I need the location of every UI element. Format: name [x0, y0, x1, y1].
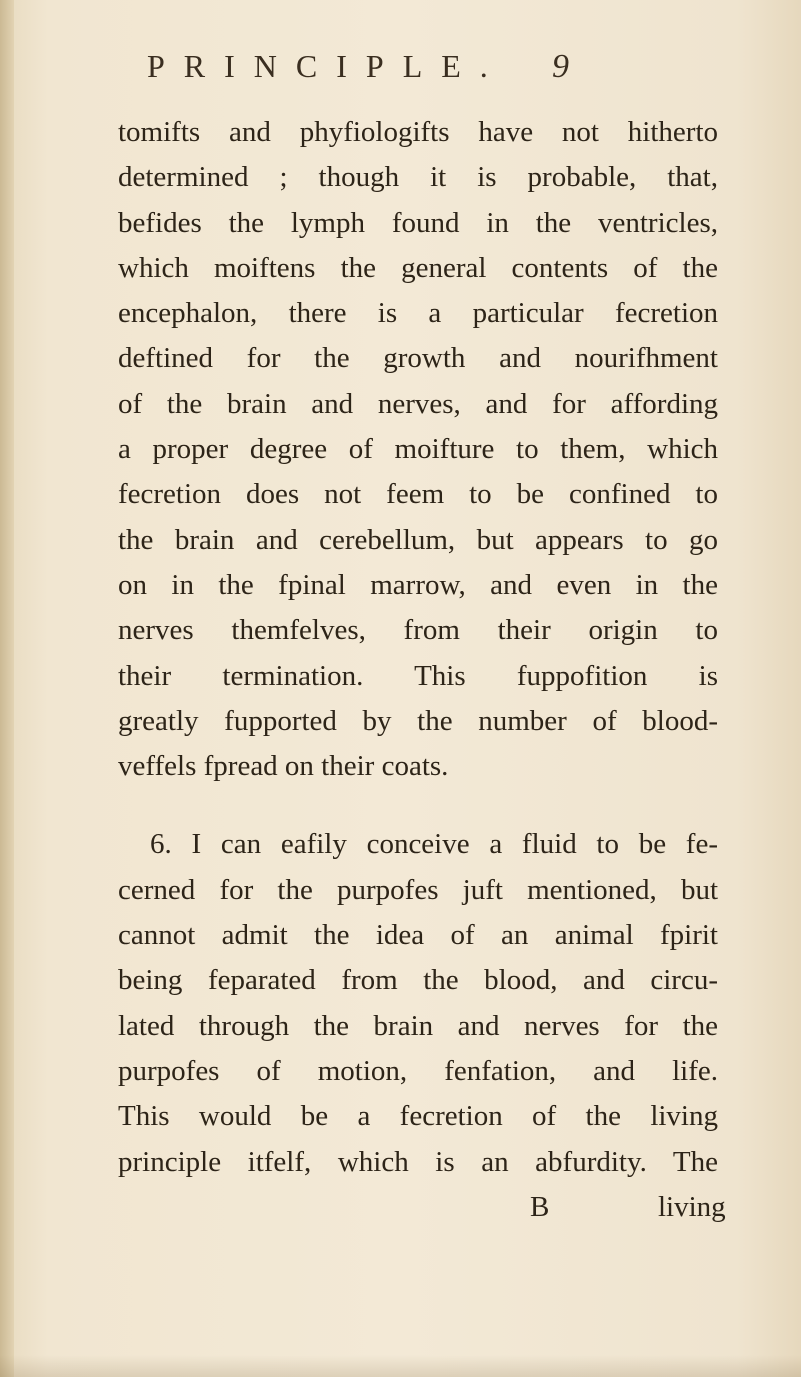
text-line: the brain and cerebellum, but appears to go	[118, 523, 718, 556]
text-line: fecretion does not feem to be confined to	[118, 478, 718, 511]
page-header	[0, 42, 801, 102]
text-line: principle itfelf, which is an abfurdity. The	[118, 1145, 718, 1178]
page-number: 9	[552, 48, 569, 85]
text-line: deftined for the growth and nourifhment	[118, 342, 718, 375]
text-line: encephalon, there is a particular fecretion	[118, 297, 718, 330]
text-line: being feparated from the blood, and circu-	[118, 964, 718, 997]
catchword: living	[658, 1190, 726, 1223]
text-line: veffels fpread on their coats.	[118, 750, 449, 783]
text-line: cannot admit the idea of an animal fpirit	[118, 919, 718, 952]
text-line: befides the lymph found in the ventricles,	[118, 206, 718, 239]
text-line: a proper degree of moifture to them, which	[118, 433, 718, 466]
text-line: determined ; though it is probable, that,	[118, 161, 718, 194]
running-head: PRINCIPLE.	[147, 48, 507, 84]
text-line: tomifts and phyfiologifts have not hitherto	[118, 116, 718, 148]
body-text	[118, 110, 726, 1230]
text-line: purpofes of motion, fenfation, and life.	[118, 1054, 718, 1087]
text-line: greatly fupported by the number of blood-	[118, 704, 718, 737]
text-line: on in the fpinal marrow, and even in the	[118, 568, 718, 601]
text-line: nerves themfelves, from their origin to	[118, 614, 718, 647]
paragraph-gap	[118, 789, 718, 822]
text-line: of the brain and nerves, and for affording	[118, 387, 718, 420]
page-bottom-shadow	[0, 1355, 801, 1377]
text-line: 6. I can eafily conceive a fluid to be fe-	[150, 828, 718, 861]
text-line: cerned for the purpofes juft mentioned, but	[118, 873, 718, 906]
text-line: their termination. This fuppofition is	[118, 659, 718, 692]
text-line: This would be a fecretion of the living	[118, 1100, 718, 1133]
text-line: which moiftens the general contents of the	[118, 251, 718, 284]
paragraph-2	[118, 822, 718, 1184]
paragraph-1	[118, 110, 718, 789]
signature-mark: B	[530, 1190, 550, 1223]
page-gutter-shadow	[0, 0, 14, 1377]
text-line: lated through the brain and nerves for the	[118, 1009, 718, 1042]
page-footer	[118, 1185, 726, 1230]
